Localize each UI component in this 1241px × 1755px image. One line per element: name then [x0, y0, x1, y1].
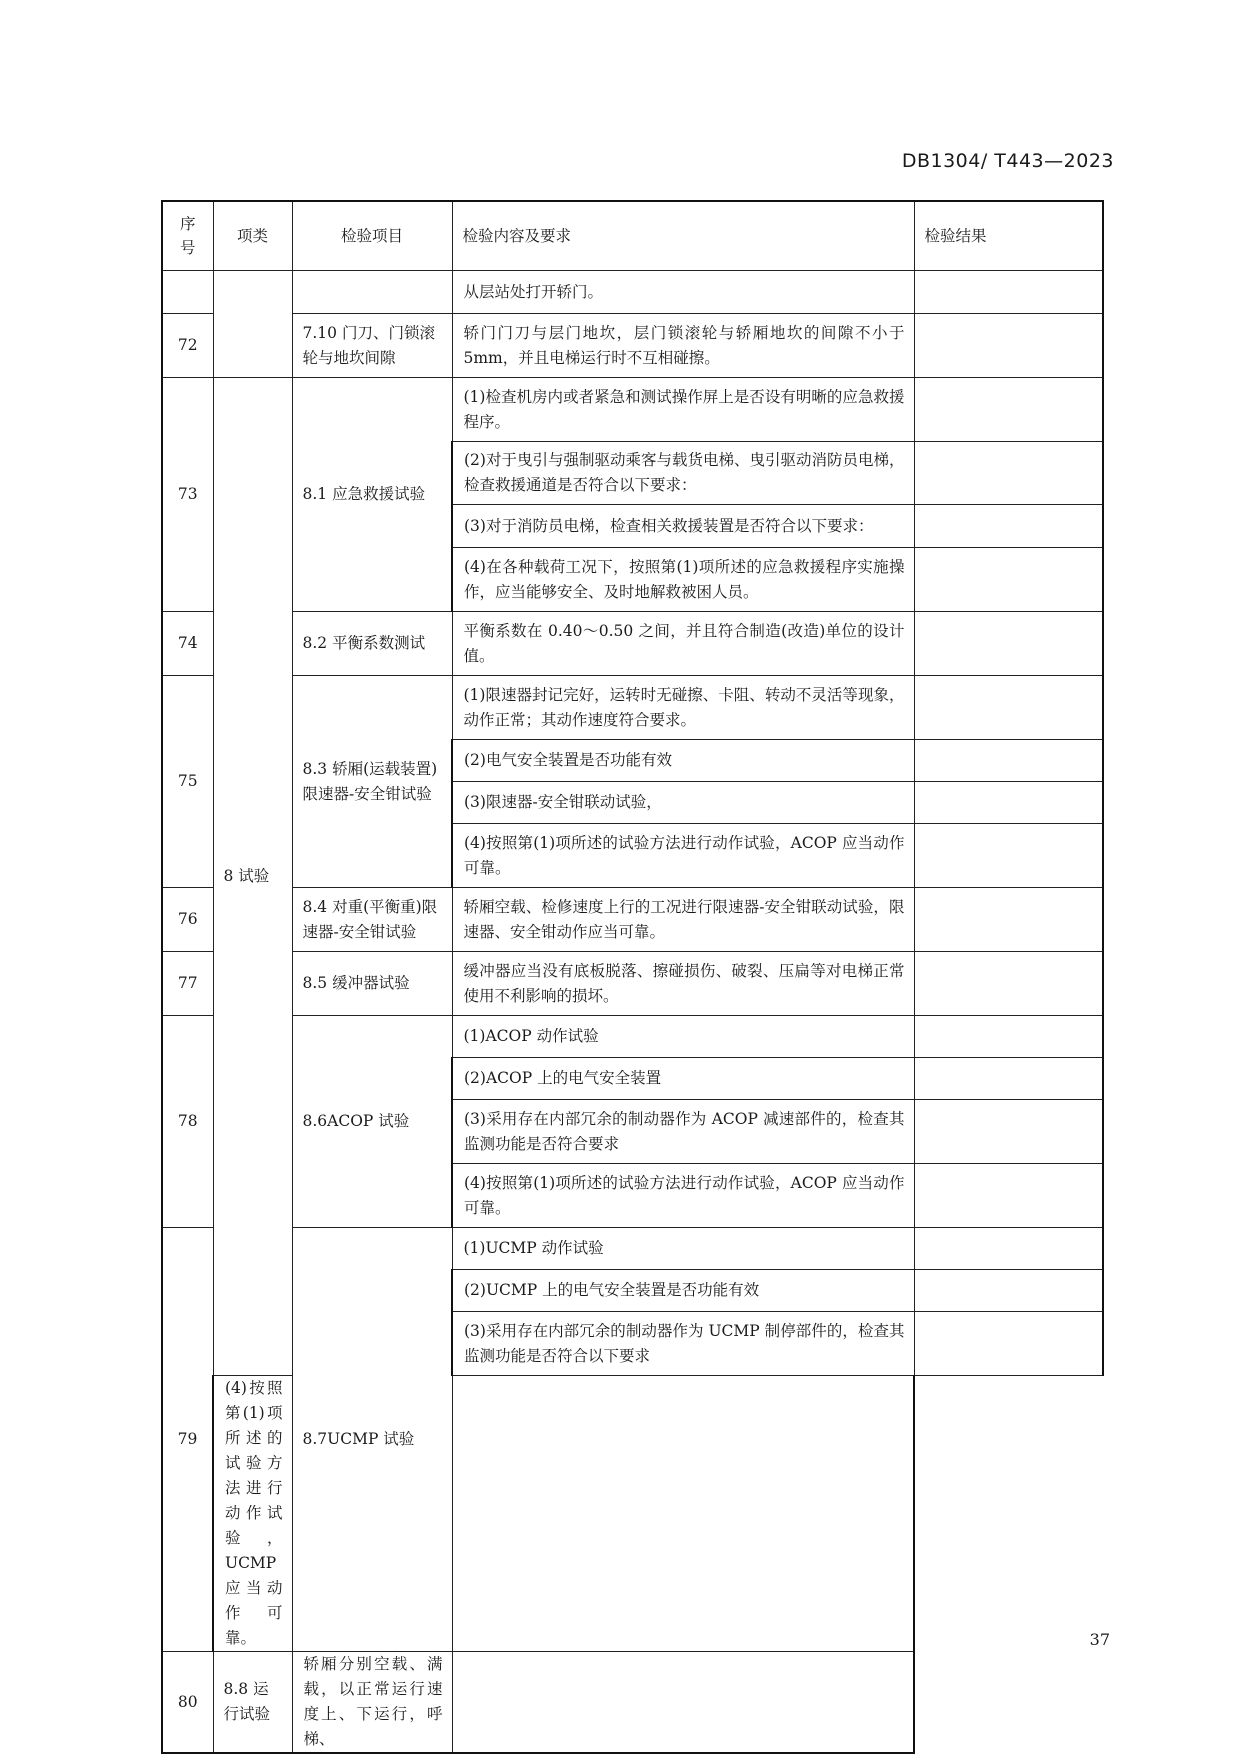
- column-header-item: 检验项目: [292, 201, 452, 271]
- requirement-cell: (4)在各种载荷工况下，按照第(1)项所述的应急救援程序实施操作，应当能够安全、及时地解救被困人员。: [452, 548, 914, 612]
- table-row: [162, 952, 1103, 1016]
- result-cell: [914, 378, 1103, 442]
- requirement-cell: (1)UCMP 动作试验: [452, 1228, 914, 1270]
- page-number: 37: [1089, 1630, 1110, 1649]
- seq-cell: [162, 271, 213, 314]
- result-cell: [914, 1016, 1103, 1058]
- requirement-cell: (3)对于消防员电梯，检查相关救援装置是否符合以下要求：: [452, 505, 914, 548]
- requirement-cell: 平衡系数在 0.40～0.50 之间，并且符合制造(改造)单位的设计值。: [452, 612, 914, 676]
- result-cell: [914, 1100, 1103, 1164]
- item-cell: 8.4 对重(平衡重)限速器-安全钳试验: [292, 888, 452, 952]
- result-cell: [914, 824, 1103, 888]
- seq-cell: 72: [162, 314, 213, 378]
- result-cell: [914, 271, 1103, 314]
- requirement-cell: (1)检查机房内或者紧急和测试操作屏上是否设有明晰的应急救援程序。: [452, 378, 914, 442]
- seq-cell: 79: [162, 1228, 213, 1652]
- item-cell: 7.10 门刀、门锁滚轮与地坎间隙: [292, 314, 452, 378]
- item-cell: [292, 271, 452, 314]
- item-cell: 8.2 平衡系数测试: [292, 612, 452, 676]
- requirement-cell: (2)ACOP 上的电气安全装置: [452, 1058, 914, 1100]
- result-cell: [914, 442, 1103, 505]
- table-row: [162, 271, 1103, 314]
- result-cell: [914, 1058, 1103, 1100]
- column-header-seq: [162, 201, 213, 271]
- item-cell: 8.8 运行试验: [213, 1652, 292, 1754]
- requirement-cell: (1)限速器封记完好，运转时无碰擦、卡阻、转动不灵活等现象，动作正常；其动作速度符合要求。: [452, 676, 914, 740]
- requirement-cell: 轿门门刀与层门地坎，层门锁滚轮与轿厢地坎的间隙不小于 5mm，并且电梯运行时不互相碰擦。: [452, 314, 914, 378]
- requirement-cell: 缓冲器应当没有底板脱落、擦碰损伤、破裂、压扁等对电梯正常使用不利影响的损坏。: [452, 952, 914, 1016]
- requirement-cell: (1)ACOP 动作试验: [452, 1016, 914, 1058]
- category-cell: [213, 271, 292, 378]
- result-cell: [914, 952, 1103, 1016]
- column-header-seq-text: 序 号: [179, 215, 196, 257]
- result-cell: [914, 1164, 1103, 1228]
- requirement-cell: (4)按照第(1)项所述的试验方法进行动作试验，ACOP 应当动作可靠。: [452, 824, 914, 888]
- requirement-cell: 从层站处打开轿门。: [452, 271, 914, 314]
- result-cell: [914, 782, 1103, 824]
- requirement-cell: (2)电气安全装置是否功能有效: [452, 740, 914, 782]
- item-cell: 8.6ACOP 试验: [292, 1016, 452, 1228]
- seq-cell: 77: [162, 952, 213, 1016]
- requirement-cell: (4)按照第(1)项所述的试验方法进行动作试验，UCMP 应当动作可靠。: [213, 1376, 292, 1652]
- column-header-result: 检验结果: [914, 201, 1103, 271]
- requirement-cell: 轿厢空载、检修速度上行的工况进行限速器-安全钳联动试验，限速器、安全钳动作应当可靠。: [452, 888, 914, 952]
- requirement-cell: (2)对于曳引与强制驱动乘客与载货电梯、曳引驱动消防员电梯，检查救援通道是否符合以下要求：: [452, 442, 914, 505]
- seq-cell: 76: [162, 888, 213, 952]
- requirement-cell: 轿厢分别空载、满载，以正常运行速度上、下运行，呼梯、: [292, 1652, 452, 1754]
- seq-cell: 80: [162, 1652, 213, 1754]
- result-cell: [452, 1376, 914, 1652]
- item-cell: 8.5 缓冲器试验: [292, 952, 452, 1016]
- item-cell: 8.1 应急救援试验: [292, 378, 452, 612]
- result-cell: [914, 676, 1103, 740]
- column-header-content: 检验内容及要求: [452, 201, 914, 271]
- table-row: [162, 1228, 1103, 1270]
- table-row: [162, 378, 1103, 442]
- result-cell: [914, 314, 1103, 378]
- result-cell: [914, 740, 1103, 782]
- requirement-cell: (3)限速器-安全钳联动试验，: [452, 782, 914, 824]
- table-header-row: [162, 201, 1103, 271]
- result-cell: [452, 1652, 914, 1754]
- table-row: [162, 1652, 1103, 1754]
- result-cell: [914, 1270, 1103, 1312]
- requirement-cell: (3)采用存在内部冗余的制动器作为 ACOP 减速部件的，检查其监测功能是否符合要求: [452, 1100, 914, 1164]
- seq-cell: 75: [162, 676, 213, 888]
- result-cell: [914, 1312, 1103, 1376]
- result-cell: [914, 888, 1103, 952]
- result-cell: [914, 505, 1103, 548]
- item-cell: 8.3 轿厢(运载装置)限速器-安全钳试验: [292, 676, 452, 888]
- seq-cell: 74: [162, 612, 213, 676]
- document-code: DB1304/ T443—2023: [901, 150, 1114, 172]
- result-cell: [914, 612, 1103, 676]
- requirement-cell: (2)UCMP 上的电气安全装置是否功能有效: [452, 1270, 914, 1312]
- table-row: [162, 612, 1103, 676]
- result-cell: [914, 1228, 1103, 1270]
- requirement-cell: (4)按照第(1)项所述的试验方法进行动作试验，ACOP 应当动作可靠。: [452, 1164, 914, 1228]
- table-row: [162, 314, 1103, 378]
- seq-cell: 73: [162, 378, 213, 612]
- inspection-table: [161, 200, 1104, 1754]
- seq-cell: 78: [162, 1016, 213, 1228]
- item-cell: 8.7UCMP 试验: [292, 1228, 452, 1652]
- table-row: [162, 1016, 1103, 1058]
- table-row: [162, 676, 1103, 740]
- table-row: [162, 888, 1103, 952]
- requirement-cell: (3)采用存在内部冗余的制动器作为 UCMP 制停部件的，检查其监测功能是否符合以下要求: [452, 1312, 914, 1376]
- column-header-category: 项类: [213, 201, 292, 271]
- category-cell-8: 8 试验: [213, 378, 292, 1376]
- result-cell: [914, 548, 1103, 612]
